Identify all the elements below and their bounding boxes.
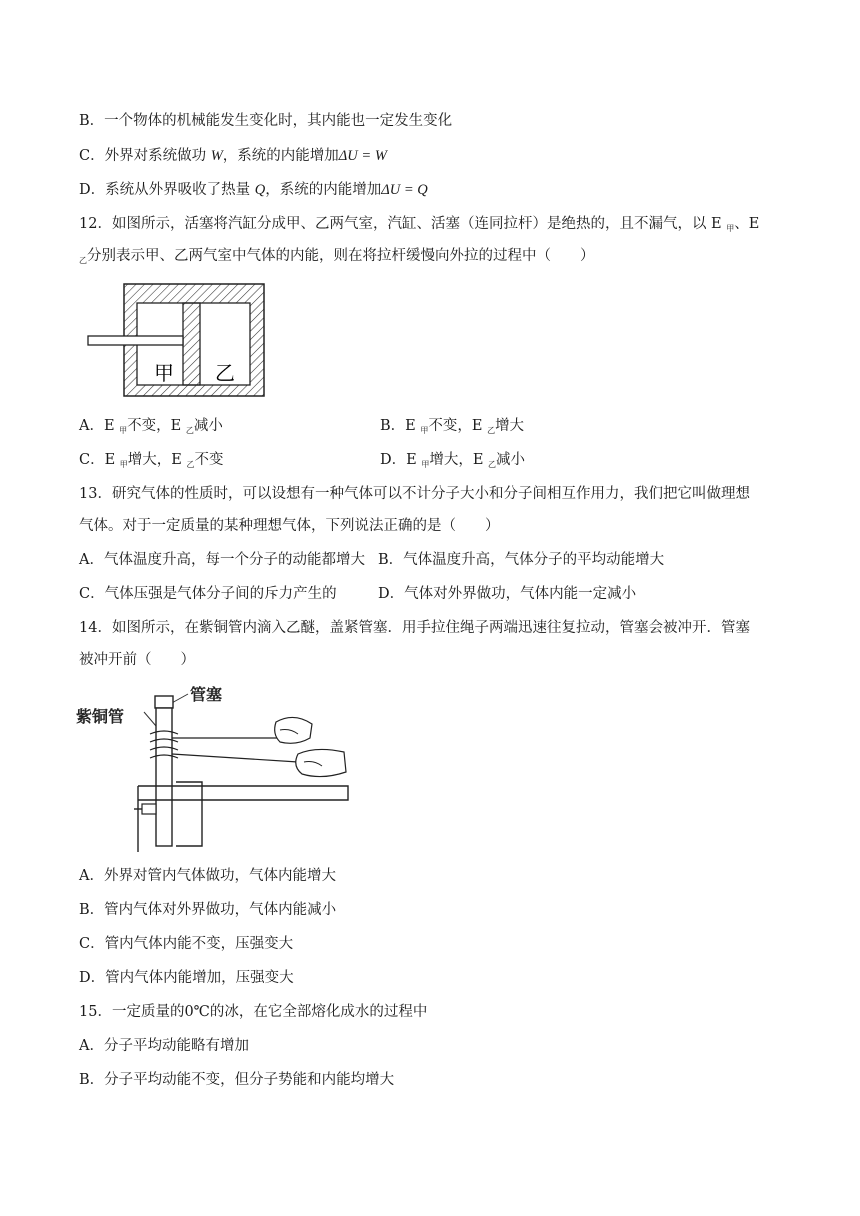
q11-option-b: B．一个物体的机械能发生变化时，其内能也一定发生变化: [79, 113, 453, 129]
q12-text-end: 、E: [734, 216, 760, 232]
q13-option-d: D．气体对外界做功，气体内能一定减小: [378, 586, 637, 602]
tube-plug: [155, 696, 173, 708]
q12-stem-line2: [79, 246, 595, 271]
q13-option-c: C．气体压强是气体分子间的斥力产生的: [79, 586, 337, 602]
pull-rod: [88, 336, 183, 345]
q14-stem-line2: 被冲开前（ ）: [79, 652, 195, 668]
piston: [183, 303, 200, 385]
q14-option-c: C．管内气体内能不变，压强变大: [79, 936, 294, 952]
q14-stem-line1: 14．如图所示，在紫铜管内滴入乙醚，盖紧管塞．用手拉住绳子两端迅速往复拉动，管塞会被冲开．管塞: [79, 620, 750, 636]
q11d-equation: ΔU = Q: [381, 182, 428, 198]
q12-stem-line1: [79, 214, 759, 239]
q15-option-a: A．分子平均动能略有增加: [79, 1038, 249, 1054]
q12-sub-jia: 甲: [726, 224, 735, 233]
clamp-screw: [142, 804, 156, 814]
q11d-text2: ，系统的内能增加: [265, 182, 382, 198]
copper-tube: [156, 708, 172, 846]
q12-text2: 分别表示甲、乙两气室中气体的内能，则在将拉杆缓慢向外拉的过程中（ ）: [87, 248, 595, 264]
chamber-jia-label: 甲: [154, 361, 174, 385]
q13-stem-line2: 气体。对于一定质量的某种理想气体，下列说法正确的是（ ）: [79, 518, 500, 534]
q12-text: 12．如图所示，活塞将汽缸分成甲、乙两气室，汽缸、活塞（连同拉杆）是绝热的，且不漏气，以 E: [79, 216, 727, 232]
q11c-var: W: [210, 148, 223, 164]
q14-option-d: D．管内气体内能增加，压强变大: [79, 970, 294, 986]
q11d-text: D．系统从外界吸收了热量: [79, 182, 255, 198]
clamp: [176, 782, 202, 846]
cylinder-piston-figure: [86, 283, 266, 398]
q14-option-b: B．管内气体对外界做功，气体内能减小: [79, 902, 337, 918]
q11d-var: Q: [254, 182, 266, 198]
q12-option-c: C．E $_甲$增大，E $_乙$不变: [79, 452, 224, 469]
q13-option-a: A．气体温度升高，每一个分子的动能都增大: [79, 552, 365, 568]
q11c-text: C．外界对系统做功: [79, 148, 211, 164]
q13-option-b: B．气体温度升高，气体分子的平均动能增大: [378, 552, 665, 568]
tube-pointer: [144, 712, 156, 726]
q12-option-a: A．E $_甲$不变，E $_乙$减小: [79, 418, 223, 435]
q15-stem: 15．一定质量的0℃的冰，在它全部熔化成水的过程中: [79, 1004, 428, 1020]
q11-option-d: [79, 180, 428, 200]
q12-option-b: B．E $_甲$不变，E $_乙$增大: [380, 418, 525, 435]
rope-lower: [172, 754, 298, 762]
q11c-text2: ，系统的内能增加: [222, 148, 339, 164]
copper-tube-label: 紫铜管: [76, 707, 125, 726]
chamber-yi-label: 乙: [215, 361, 235, 385]
q13-stem-line1: 13．研究气体的性质时，可以设想有一种气体可以不计分子大小和分子间相互作用力，我们把它叫做理想: [79, 486, 750, 502]
q11-option-c: [79, 146, 387, 166]
q12-option-d: D．E $_甲$增大，E $_乙$减小: [380, 452, 526, 469]
lower-hand: [296, 749, 346, 776]
plug-label: 管塞: [190, 685, 223, 704]
q11c-equation: ΔU = W: [338, 148, 387, 164]
q15-option-b: B．分子平均动能不变，但分子势能和内能均增大: [79, 1072, 395, 1088]
q14-option-a: A．外界对管内气体做功，气体内能增大: [79, 868, 336, 884]
copper-tube-figure: [76, 682, 356, 854]
q12-sub-yi: 乙: [79, 256, 87, 265]
